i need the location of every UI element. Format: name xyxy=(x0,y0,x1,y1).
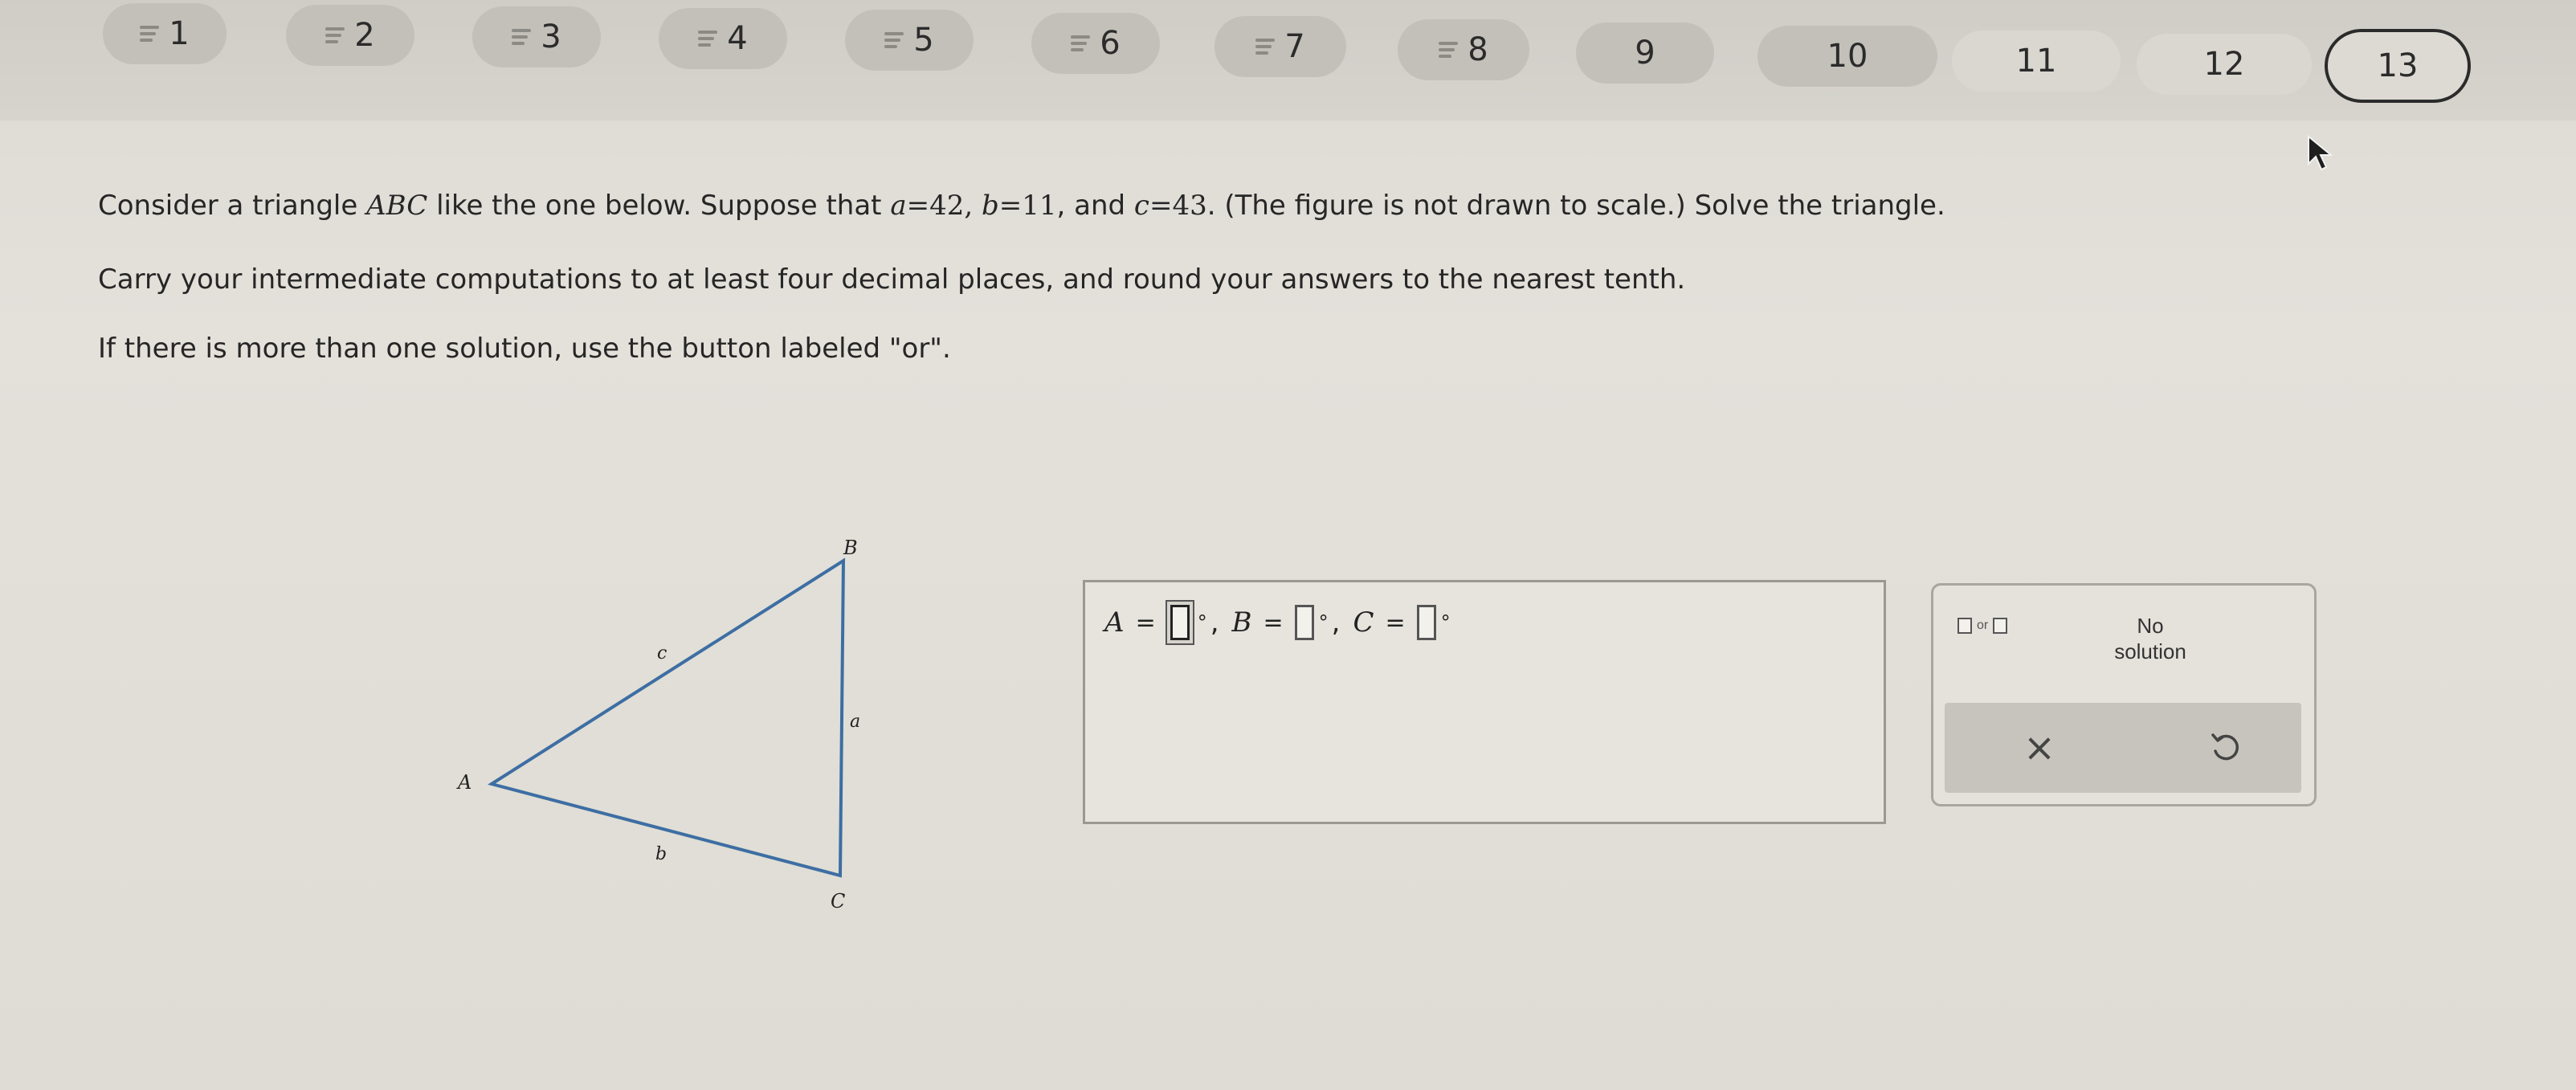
triangle-figure xyxy=(434,530,884,932)
nav-label: 7 xyxy=(1284,28,1305,65)
angle-b-label: B xyxy=(1231,606,1252,639)
degree-symbol: ° xyxy=(1318,611,1329,634)
var-b: b xyxy=(981,190,999,222)
flag-icon xyxy=(884,32,904,48)
no-solution-label-line-1: No xyxy=(2137,614,2164,638)
question-nav-button-6[interactable] xyxy=(1031,13,1160,74)
flag-icon xyxy=(325,27,345,43)
triangle-shape xyxy=(492,561,843,876)
question-nav-button-4[interactable] xyxy=(659,8,787,69)
answer-tools-panel xyxy=(1931,583,2317,806)
nav-label: 6 xyxy=(1100,25,1121,62)
tools-action-bar xyxy=(1945,703,2301,793)
degree-symbol: ° xyxy=(1440,611,1451,634)
question-nav-button-8[interactable] xyxy=(1398,19,1529,80)
nav-label: 5 xyxy=(913,22,934,59)
side-a-label: a xyxy=(850,712,861,732)
no-solution-label-line-2: solution xyxy=(2114,639,2186,663)
question-nav-button-10[interactable] xyxy=(1757,26,1937,87)
question-nav-button-2[interactable] xyxy=(286,5,414,66)
value-c: 43 xyxy=(1172,190,1207,222)
question-nav-button-11[interactable] xyxy=(1952,31,2121,92)
question-line-1: Consider a triangle ABC like the one below. Suppose that a=42, b=11, and c=43. (The figure is not drawn to scale.) Solve the triangle. xyxy=(98,190,1945,222)
no-solution-button[interactable] xyxy=(2070,613,2231,664)
flag-icon xyxy=(1071,35,1090,51)
text: Consider a triangle xyxy=(98,190,358,222)
or-label: or xyxy=(1977,618,1989,632)
value-b: 11 xyxy=(1022,190,1057,222)
var-a: a xyxy=(890,190,907,222)
question-nav-button-12[interactable] xyxy=(2137,34,2312,95)
vertex-a-label: A xyxy=(458,771,472,794)
question-nav-button-7[interactable] xyxy=(1215,16,1346,77)
or-button[interactable] xyxy=(1958,618,2007,634)
nav-label: 12 xyxy=(2203,46,2245,83)
angle-a-label: A xyxy=(1104,606,1125,639)
value-a: 42 xyxy=(929,190,965,222)
angle-c-input[interactable] xyxy=(1417,605,1436,640)
question-nav-button-1[interactable] xyxy=(103,3,227,64)
equals-sign: = xyxy=(1385,608,1406,637)
question-nav-button-5[interactable] xyxy=(845,10,974,71)
text: . (The figure is not drawn to scale.) Solve the triangle. xyxy=(1206,190,1945,222)
var-c: c xyxy=(1133,190,1149,222)
box-icon xyxy=(1993,618,2007,634)
nav-label: 8 xyxy=(1468,31,1488,68)
nav-label: 1 xyxy=(169,15,190,52)
equals-sign: = xyxy=(1135,608,1156,637)
text: , and xyxy=(1056,190,1126,222)
angle-a-input[interactable] xyxy=(1170,605,1190,640)
triangle-name: ABC xyxy=(366,190,428,222)
degree-symbol: ° xyxy=(1197,611,1207,634)
answer-line xyxy=(1104,605,1451,640)
flag-icon xyxy=(140,26,159,42)
flag-icon xyxy=(1439,42,1458,58)
question-nav-button-3[interactable] xyxy=(472,6,601,67)
undo-icon xyxy=(2208,730,2243,765)
nav-label: 2 xyxy=(354,17,375,54)
question-nav-button-13[interactable] xyxy=(2325,29,2471,103)
text: like the one below. Suppose that xyxy=(436,190,882,222)
clear-button[interactable] xyxy=(2015,724,2064,772)
comma: , xyxy=(1210,606,1219,639)
box-icon xyxy=(1958,618,1972,634)
angle-b-input[interactable] xyxy=(1295,605,1314,640)
vertex-c-label: C xyxy=(831,890,846,912)
close-icon: × xyxy=(2023,725,2056,770)
mouse-pointer-icon xyxy=(2305,133,2337,174)
question-nav-bar xyxy=(0,0,2576,120)
nav-label: 10 xyxy=(1827,38,1868,75)
nav-label: 3 xyxy=(541,18,561,55)
flag-icon xyxy=(1255,39,1275,55)
equals-sign: = xyxy=(1263,608,1284,637)
nav-label: 9 xyxy=(1635,35,1655,71)
comma: , xyxy=(1331,606,1341,639)
side-b-label: b xyxy=(655,844,667,864)
vertex-b-label: B xyxy=(843,537,858,559)
undo-button[interactable] xyxy=(2202,724,2250,772)
side-c-label: c xyxy=(657,643,667,663)
question-nav-button-9[interactable] xyxy=(1576,22,1714,84)
flag-icon xyxy=(512,29,531,45)
question-line-2: Carry your intermediate computations to at least four decimal places, and round your answers to the nearest tenth. xyxy=(98,263,1686,296)
angle-c-label: C xyxy=(1353,606,1374,639)
flag-icon xyxy=(698,31,717,47)
nav-label: 13 xyxy=(2377,47,2419,84)
nav-label: 11 xyxy=(2015,43,2057,80)
nav-label: 4 xyxy=(727,20,748,57)
question-line-3: If there is more than one solution, use the button labeled "or". xyxy=(98,333,951,365)
answer-box xyxy=(1083,580,1886,824)
